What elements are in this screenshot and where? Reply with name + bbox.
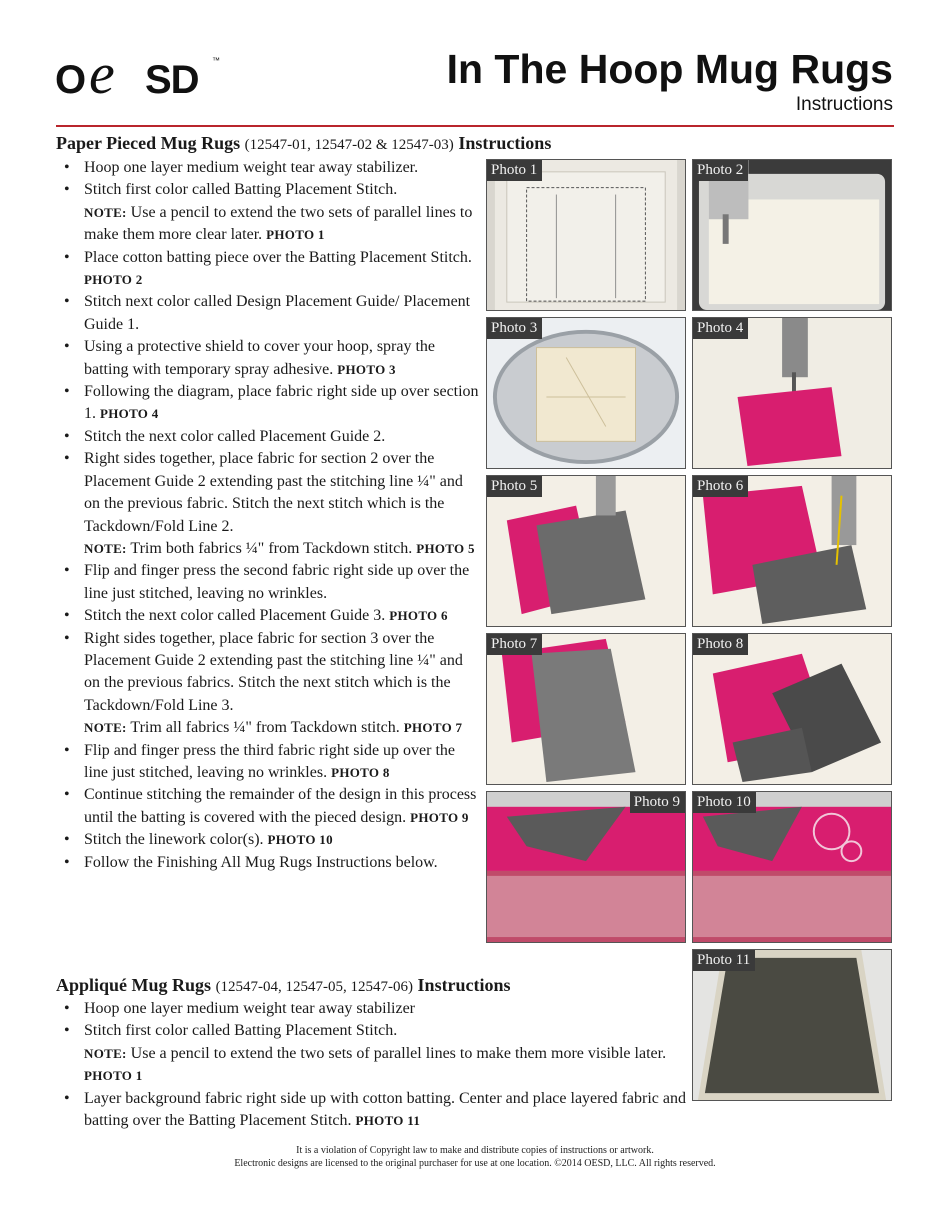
photo-label: Photo 9 (630, 792, 685, 813)
photo-7 (486, 633, 686, 785)
photo-label: Photo 2 (693, 160, 748, 181)
list-item: • Stitch the linework color(s). PHOTO 10 (56, 829, 482, 851)
photo-11 (692, 949, 892, 1101)
note: NOTE: Use a pencil to extend the two sets of parallel lines to make them more visible later. PHOTO 1 (84, 1044, 667, 1084)
list-item: • Stitch first color called Batting Placement Stitch. NOTE: Use a pencil to extend the two sets of parallel lines to make them more visible later. PHOTO 1 (56, 1020, 686, 1087)
note: NOTE: Use a pencil to extend the two sets of parallel lines to make them more clear later. PHOTO 1 (84, 203, 473, 244)
section-heading-paper-pieced: Paper Pieced Mug Rugs (12547-01, 12547-02 & 12547-03) Instructions (56, 133, 552, 153)
section-heading-applique: Appliqué Mug Rugs (12547-04, 12547-05, 12547-06) Instructions (56, 975, 511, 995)
photo-5 (486, 475, 686, 627)
photo-4 (692, 317, 892, 469)
list-item: • Stitch first color called Batting Placement Stitch. NOTE: Use a pencil to extend the two sets of parallel lines to make them more clear later. PHOTO 1 (56, 179, 482, 246)
photo-label: Photo 10 (693, 792, 756, 813)
page-subtitle: Instructions (795, 94, 893, 115)
photo-label: Photo 1 (487, 160, 542, 181)
list-item: • Continue stitching the remainder of the design in this process until the batting is covered with the pieced design. PHOTO 9 (56, 784, 482, 829)
oesd-logo: O e SD ™ (55, 41, 220, 106)
list-item: • Layer background fabric right side up with cotton batting. Center and place layered fabric and batting over the Batting Placement Stitch. PHOTO 11 (56, 1088, 686, 1133)
list-item: • Hoop one layer medium weight tear away stabilizer (56, 998, 686, 1020)
list-item: • Stitch next color called Design Placement Guide/ Placement Guide 1. (56, 291, 482, 336)
list-item: • Right sides together, place fabric for section 2 over the Placement Guide 2 extending past the stitching line ¼" and on the previous fabric. Stitch the next stitch which is the Tackdown/Fold Line 2. NOTE: Trim both fabrics ¼" from Tackdown stitch. PHOTO 5 (56, 448, 482, 560)
list-item: • Stitch the next color called Placement Guide 2. (56, 426, 482, 448)
photo-3 (486, 317, 686, 469)
paper-pieced-steps (56, 157, 482, 874)
list-item: • Using a protective shield to cover your hoop, spray the batting with temporary spray adhesive. PHOTO 3 (56, 336, 482, 381)
photo-1 (486, 159, 686, 311)
copyright-notice: It is a violation of Copyright law to make and distribute copies of instructions or artwork. (296, 1145, 654, 1156)
note: NOTE: Trim both fabrics ¼" from Tackdown stitch. PHOTO 5 (84, 539, 475, 557)
list-item: • Following the diagram, place fabric right side up over section 1. PHOTO 4 (56, 381, 482, 426)
photo-label: Photo 11 (693, 950, 755, 971)
list-item: • Right sides together, place fabric for section 3 over the Placement Guide 2 extending past the stitching line ¼" and on the previous fabrics. Stitch the next stitch which is the Tackdown/Fold Line 3. NOTE: Trim all fabrics ¼" from Tackdown stitch. PHOTO 7 (56, 628, 482, 740)
photo-label: Photo 6 (693, 476, 748, 497)
list-item: • Follow the Finishing All Mug Rugs Instructions below. (56, 852, 482, 874)
list-item: • Hoop one layer medium weight tear away stabilizer. (56, 157, 482, 179)
photo-10 (692, 791, 892, 943)
photo-label: Photo 4 (693, 318, 748, 339)
header-divider (56, 125, 894, 127)
photo-2 (692, 159, 892, 311)
license-notice: Electronic designs are licensed to the original purchaser for use at one location. ©2014 OESD, LLC. All rights reserved. (234, 1158, 716, 1169)
list-item: • Flip and finger press the third fabric right side up over the line just stitched, leaving no wrinkles. PHOTO 8 (56, 740, 482, 785)
list-item: • Place cotton batting piece over the Batting Placement Stitch. PHOTO 2 (56, 247, 482, 292)
photo-label: Photo 5 (487, 476, 542, 497)
photo-8 (692, 633, 892, 785)
photo-6 (692, 475, 892, 627)
page-title: In The Hoop Mug Rugs (446, 46, 893, 92)
trademark-symbol: ™ (212, 56, 220, 65)
photo-label: Photo 7 (487, 634, 542, 655)
photo-label: Photo 8 (693, 634, 748, 655)
applique-steps (56, 998, 686, 1132)
photo-label: Photo 3 (487, 318, 542, 339)
photo-9 (486, 791, 686, 943)
list-item: • Stitch the next color called Placement Guide 3. PHOTO 6 (56, 605, 482, 627)
note: NOTE: Trim all fabrics ¼" from Tackdown stitch. PHOTO 7 (84, 719, 463, 737)
list-item: • Flip and finger press the second fabric right side up over the line just stitched, leaving no wrinkles. (56, 560, 482, 605)
